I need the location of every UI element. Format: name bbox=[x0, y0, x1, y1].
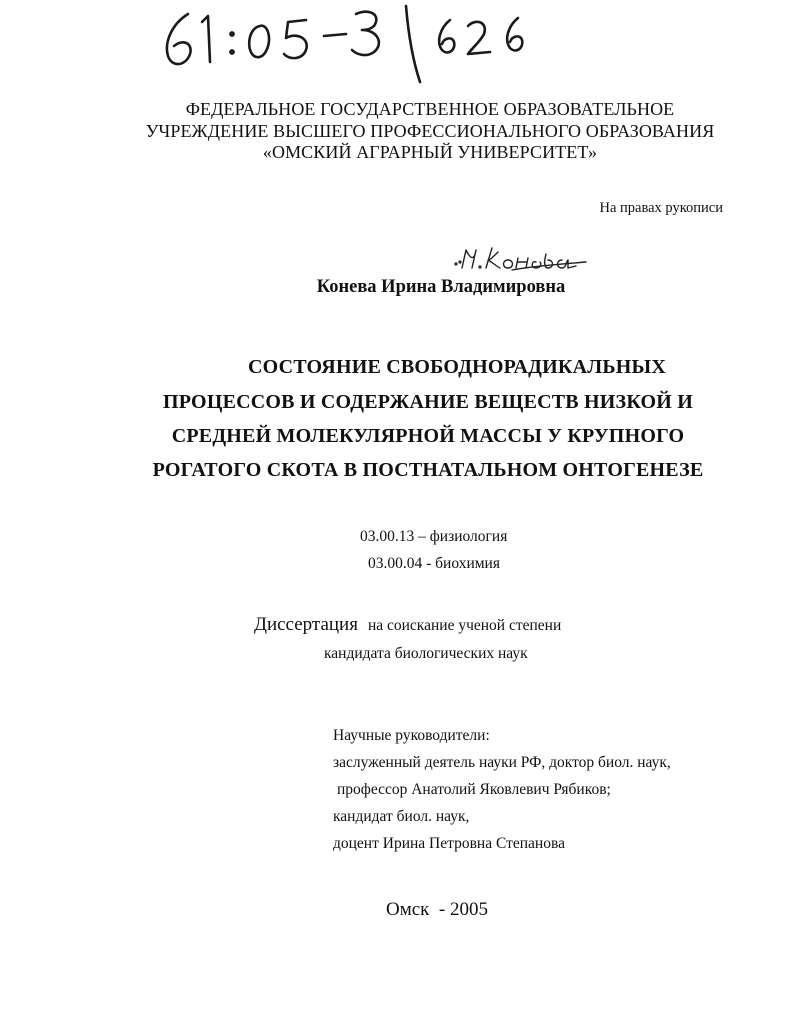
specialty-physiology: 03.00.13 – физиология bbox=[360, 528, 508, 545]
advisor-line-3: кандидат биол. наук, bbox=[333, 808, 470, 825]
author-signature bbox=[452, 240, 592, 274]
author-name: Конева Ирина Владимировна bbox=[316, 277, 566, 297]
degree-level: кандидата биологических наук bbox=[324, 645, 528, 662]
dissertation-title-line-4: РОГАТОГО СКОТА В ПОСТНАТАЛЬНОМ ОНТОГЕНЕЗЕ bbox=[152, 459, 704, 481]
degree-word: Диссертация bbox=[254, 614, 358, 635]
institution-line-1: ФЕДЕРАЛЬНОЕ ГОСУДАРСТВЕННОЕ ОБРАЗОВАТЕЛЬНОЕ bbox=[185, 99, 675, 119]
institution-line-3: «ОМСКИЙ АГРАРНЫЙ УНИВЕРСИТЕТ» bbox=[262, 142, 598, 162]
archive-number-handwriting bbox=[150, 0, 550, 90]
city-year: Омск - 2005 bbox=[386, 899, 488, 920]
degree-line bbox=[254, 613, 561, 638]
specialty-biochemistry: 03.00.04 - биохимия bbox=[368, 555, 500, 572]
advisor-line-2: профессор Анатолий Яковлевич Рябиков; bbox=[337, 781, 611, 798]
institution-line-2: УЧРЕЖДЕНИЕ ВЫСШЕГО ПРОФЕССИОНАЛЬНОГО ОБРАЗОВАНИЯ bbox=[145, 121, 715, 141]
manuscript-rights-note: На правах рукописи bbox=[599, 200, 723, 216]
dissertation-title-line-1: СОСТОЯНИЕ СВОБОДНОРАДИКАЛЬНЫХ bbox=[247, 356, 666, 378]
degree-description: на соискание ученой степени bbox=[367, 617, 562, 634]
advisor-line-1: заслуженный деятель науки РФ, доктор биол. наук, bbox=[333, 754, 671, 771]
advisor-line-4: доцент Ирина Петровна Степанова bbox=[333, 835, 565, 852]
advisors-label: Научные руководители: bbox=[333, 727, 490, 744]
dissertation-title-line-2: ПРОЦЕССОВ И СОДЕРЖАНИЕ ВЕЩЕСТВ НИЗКОЙ И bbox=[163, 391, 693, 413]
dissertation-title-line-3: СРЕДНЕЙ МОЛЕКУЛЯРНОЙ МАССЫ У КРУПНОГО bbox=[171, 425, 685, 447]
